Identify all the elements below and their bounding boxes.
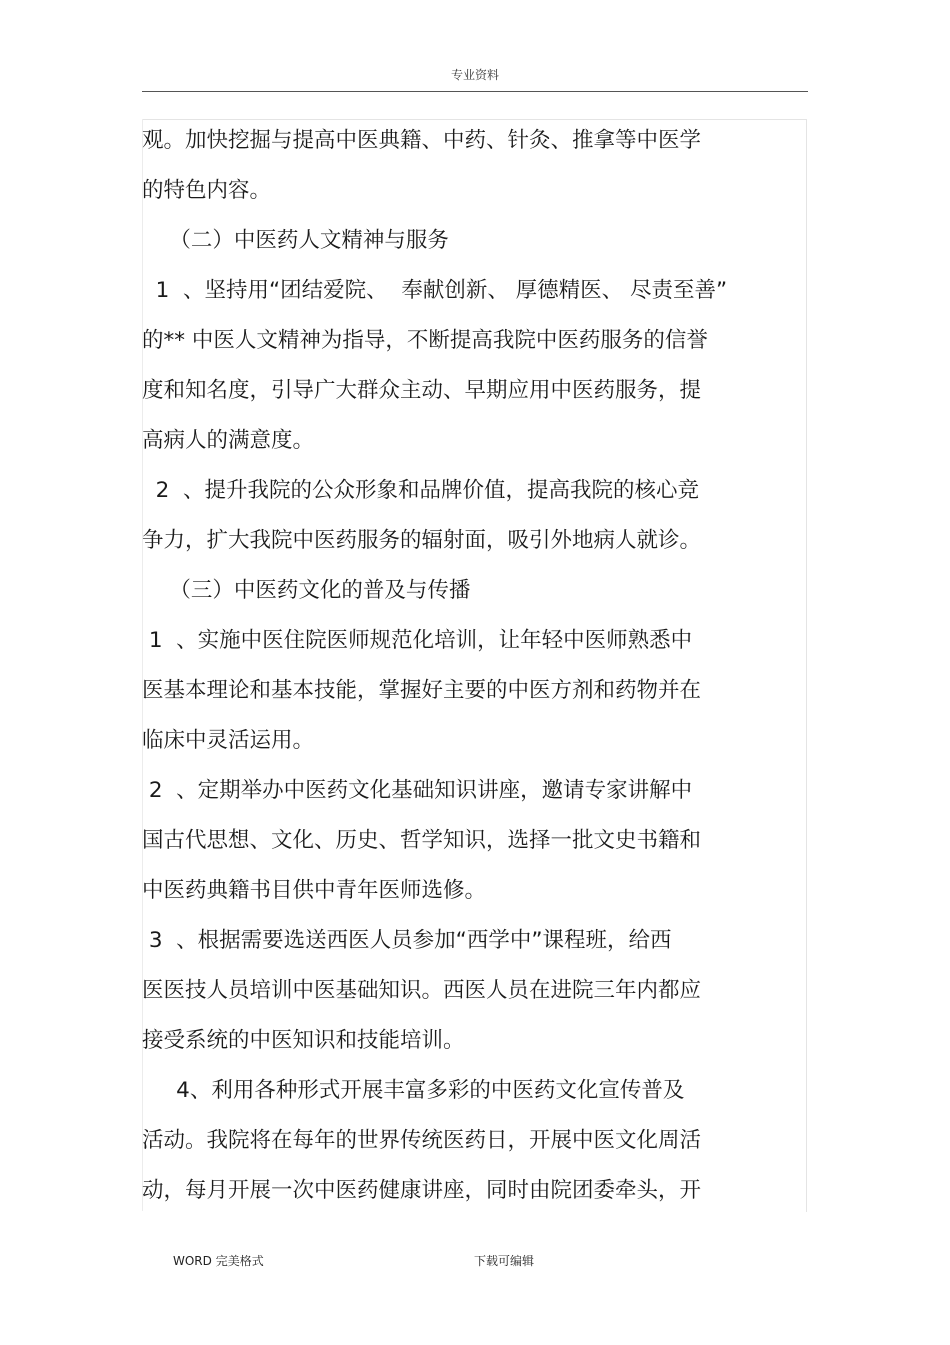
section-heading: （二）中医药人文精神与服务 bbox=[142, 228, 449, 253]
text-line: 医医技人员培训中医基础知识。西医人员在进院三年内都应 bbox=[142, 978, 702, 1003]
text-line: 的特色内容。 bbox=[142, 178, 272, 203]
text-line: 4、利用各种形式开展丰富多彩的中医药文化宣传普及 bbox=[142, 1078, 685, 1103]
page-header: 专业资料 bbox=[450, 68, 499, 82]
text-line: 1 、坚持用“团结爱院、 奉献创新、 厚德精医、 尽责至善” bbox=[142, 278, 728, 303]
text-line: 2 、提升我院的公众形象和品牌价值，提高我院的核心竞 bbox=[142, 478, 700, 503]
document-body bbox=[142, 117, 802, 1217]
text-line: 度和知名度，引导广大群众主动、早期应用中医药服务，提 bbox=[142, 378, 702, 403]
text-line: 1 、实施中医住院医师规范化培训，让年轻中医师熟悉中 bbox=[142, 628, 693, 653]
text-line: 中医药典籍书目供中青年医师选修。 bbox=[142, 878, 487, 903]
text-line: 观。加快挖掘与提高中医典籍、中药、针灸、推拿等中医学 bbox=[142, 128, 702, 153]
text-line: 3 、根据需要选送西医人员参加“西学中”课程班，给西 bbox=[142, 928, 672, 953]
text-line: 国古代思想、文化、历史、哲学知识，选择一批文史书籍和 bbox=[142, 828, 702, 853]
text-line: 争力，扩大我院中医药服务的辐射面，吸引外地病人就诊。 bbox=[142, 528, 702, 553]
text-line: 的** 中医人文精神为指导，不断提高我院中医药服务的信誉 bbox=[142, 328, 708, 353]
text-line: 高病人的满意度。 bbox=[142, 428, 315, 453]
section-heading: （三）中医药文化的普及与传播 bbox=[142, 578, 471, 603]
text-line: 接受系统的中医知识和技能培训。 bbox=[142, 1028, 465, 1053]
header-divider bbox=[142, 91, 808, 92]
text-line: 临床中灵活运用。 bbox=[142, 728, 315, 753]
text-line: 活动。我院将在每年的世界传统医药日，开展中医文化周活 bbox=[142, 1128, 702, 1153]
footer-format-label: WORD 完美格式 bbox=[173, 1254, 264, 1268]
footer-editable-label: 下载可编辑 bbox=[474, 1254, 535, 1268]
text-line: 动，每月开展一次中医药健康讲座，同时由院团委牵头，开 bbox=[142, 1178, 702, 1203]
text-line: 2 、定期举办中医药文化基础知识讲座，邀请专家讲解中 bbox=[142, 778, 693, 803]
text-line: 医基本理论和基本技能，掌握好主要的中医方剂和药物并在 bbox=[142, 678, 702, 703]
